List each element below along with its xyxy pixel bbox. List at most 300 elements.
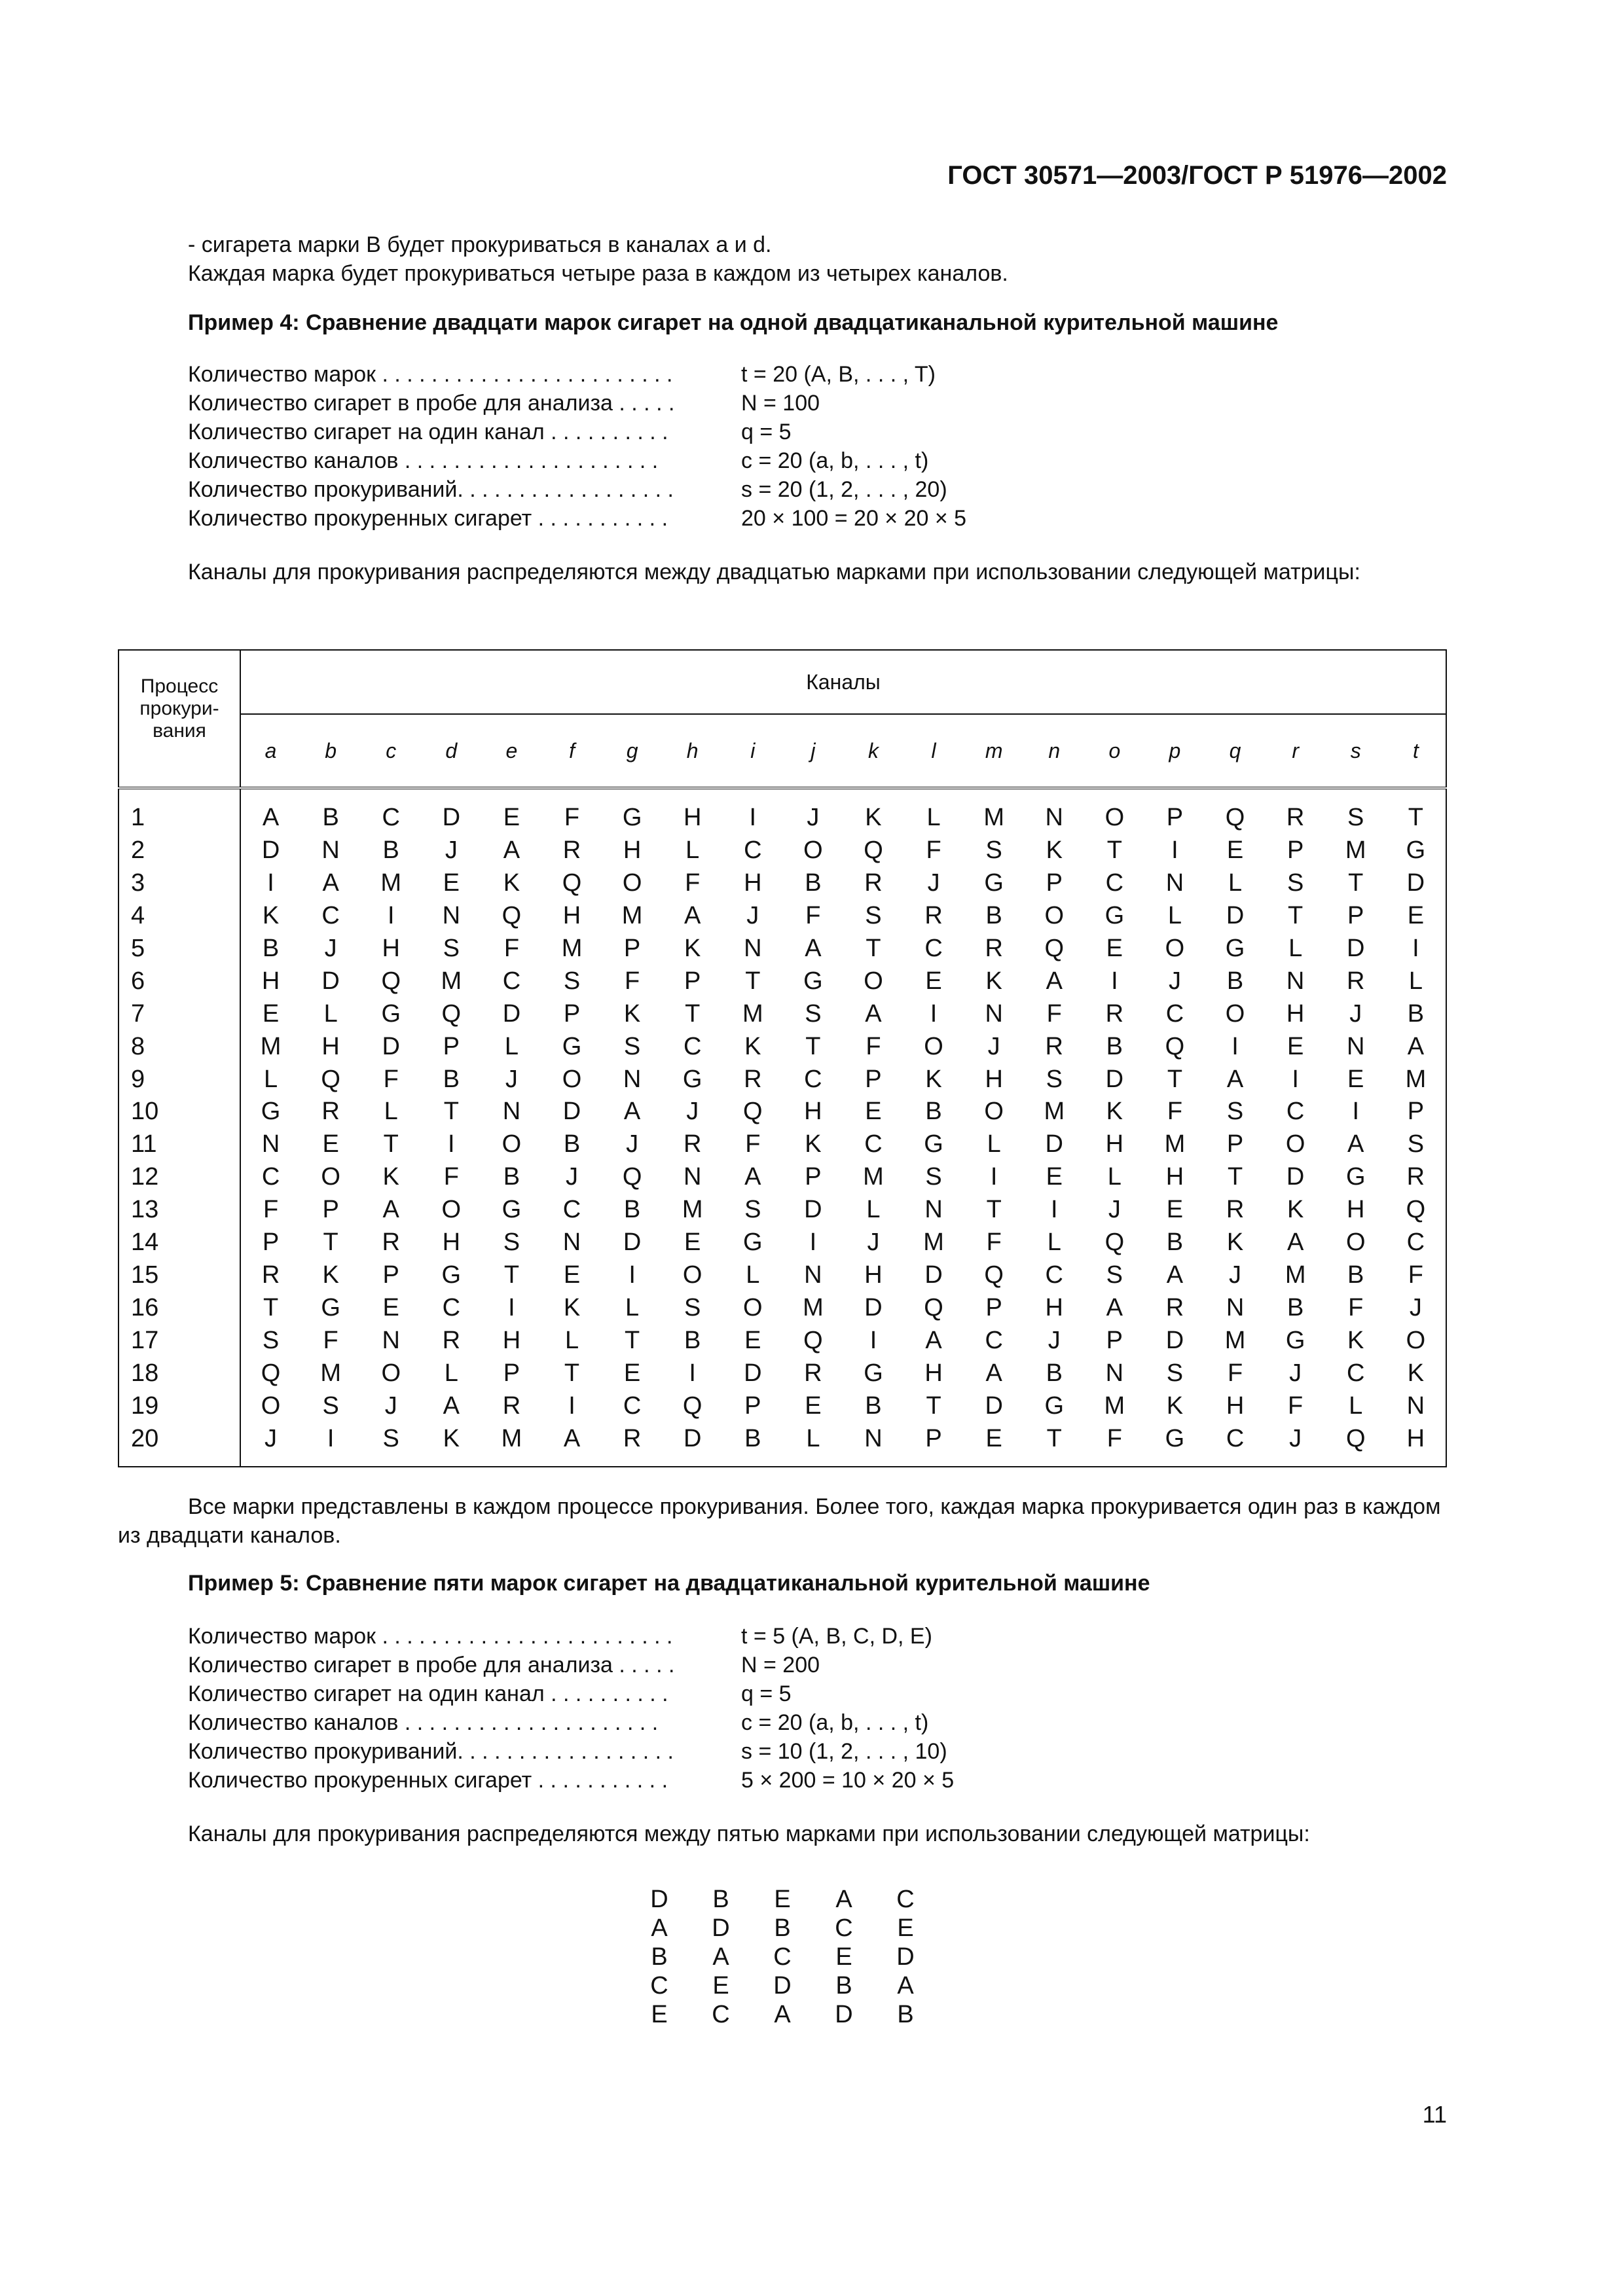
matrix-cell: N (261, 1130, 280, 1158)
channel-header-c: c (361, 714, 421, 788)
matrix-cell: P (623, 934, 641, 962)
matrix-cell: K (623, 999, 641, 1028)
matrix-cell: J (867, 1229, 880, 1257)
matrix-cell: Q (743, 1098, 763, 1126)
matrix-cell: M (621, 901, 643, 929)
matrix-cell: S (1226, 1098, 1244, 1126)
matrix-cell: B (1347, 1261, 1364, 1289)
matrix-cell: S (925, 1163, 942, 1191)
matrix-cell: D (1045, 1130, 1063, 1158)
matrix-cell: Q (1044, 934, 1065, 962)
matrix-cell: F (1167, 1098, 1183, 1126)
matrix-cell: E (964, 1422, 1024, 1467)
matrix-cell: G (562, 1032, 582, 1060)
matrix-cell: T (1386, 788, 1446, 834)
matrix-cell: Q (924, 1294, 943, 1322)
table-row (119, 1357, 1446, 1390)
row-number: 1 (119, 788, 240, 834)
matrix-cell: K (262, 901, 280, 929)
matrix-cell: F (625, 967, 640, 995)
small-matrix-cell: D (650, 1886, 668, 1913)
matrix-cell: A (985, 1359, 1002, 1387)
matrix-cell: L (1288, 934, 1303, 962)
intro-line-1: - сигарета марки В будет прокуриваться в каналах a и d. (188, 232, 772, 257)
table-row (119, 1390, 1446, 1422)
matrix-cell: C (1347, 1359, 1365, 1387)
matrix-cell: T (1227, 1163, 1243, 1191)
matrix-cell: M (320, 1359, 341, 1387)
matrix-cell: I (809, 1229, 817, 1257)
matrix-cell: T (263, 1294, 279, 1322)
channel-header-a: a (240, 714, 301, 788)
matrix-cell: C (985, 1327, 1003, 1354)
matrix-cell: P (684, 967, 701, 995)
row-number: 13 (119, 1194, 240, 1227)
matrix-cell: S (623, 1032, 641, 1060)
channel-header-p: p (1144, 714, 1205, 788)
channel-header-m: m (964, 714, 1024, 788)
matrix-cell: K (421, 1422, 481, 1467)
channel-header-l: l (903, 714, 964, 788)
matrix-cell: F (685, 869, 701, 897)
document-header: ГОСТ 30571—2003/ГОСТ Р 51976—2002 (947, 161, 1447, 190)
matrix-cell: J (1168, 967, 1181, 995)
matrix-cell: S (361, 1422, 421, 1467)
matrix-cell: D (744, 1359, 762, 1387)
matrix-cell: F (926, 836, 941, 864)
matrix-cell: A (262, 803, 280, 831)
matrix-cell: K (1386, 1357, 1446, 1390)
matrix-cell: J (987, 1032, 1000, 1060)
matrix-cell: F (323, 1327, 338, 1354)
matrix-cell: R (602, 1422, 663, 1467)
matrix-cell: T (685, 999, 701, 1028)
param-row (188, 446, 966, 475)
matrix-cell: F (1288, 1391, 1304, 1420)
matrix-cell: E (322, 1130, 339, 1158)
param-row (188, 389, 966, 418)
matrix-cell: L (384, 1098, 398, 1126)
matrix-cell: R (744, 1065, 762, 1093)
matrix-cell: I (508, 1294, 515, 1322)
matrix-cell: M (380, 869, 402, 897)
matrix-cell: K (1347, 1327, 1364, 1354)
matrix-cell: B (925, 1098, 942, 1126)
row-number: 16 (119, 1292, 240, 1325)
matrix-cell: D (924, 1261, 943, 1289)
matrix-cell: B (684, 1327, 701, 1354)
matrix-cell: K (1286, 1196, 1304, 1224)
matrix-cell: O (381, 1359, 401, 1387)
matrix-cell: E (1386, 899, 1446, 932)
matrix-cell: F (986, 1229, 1002, 1257)
matrix-cell: I (1231, 1032, 1239, 1060)
matrix-cell: K (865, 803, 882, 831)
matrix-cell: S (805, 999, 822, 1028)
matrix-cell: D (502, 999, 521, 1028)
matrix-cell: B (563, 1130, 581, 1158)
matrix-cell: B (985, 901, 1002, 929)
small-matrix-cell: A (651, 1914, 668, 1942)
matrix-cell: C (924, 934, 943, 962)
matrix-cell: M (1104, 1391, 1125, 1420)
matrix-cell: O (441, 1196, 462, 1224)
matrix-cell: R (1347, 967, 1365, 995)
matrix-cell: N (562, 1229, 581, 1257)
matrix-cell: O (743, 1294, 763, 1322)
matrix-cell: G (803, 967, 823, 995)
matrix-cell: B (1046, 1359, 1063, 1387)
matrix-cell: B (382, 836, 399, 864)
matrix-cell: H (744, 869, 762, 897)
matrix-cell: J (1048, 1327, 1061, 1354)
matrix-cell: G (441, 1261, 462, 1289)
matrix-cell: L (685, 836, 700, 864)
matrix-cell: O (1285, 1130, 1305, 1158)
matrix-cell: H (924, 1359, 943, 1387)
matrix-cell: P (1166, 803, 1184, 831)
matrix-cell: F (1227, 1359, 1243, 1387)
example4-matrix-table (118, 649, 1447, 1467)
small-matrix-cell: A (897, 1972, 914, 2000)
matrix-cell: I (568, 1391, 575, 1420)
matrix-cell: K (805, 1130, 822, 1158)
matrix-cell: R (804, 1359, 822, 1387)
matrix-cell: Q (682, 1391, 702, 1420)
matrix-cell: D (442, 803, 461, 831)
matrix-cell: H (1386, 1422, 1446, 1467)
channel-header-f: f (541, 714, 602, 788)
table-row (119, 834, 1446, 867)
small-matrix-cell: B (897, 2001, 914, 2028)
param-row (188, 1766, 954, 1795)
param-label: Количество прокуриваний. . . . . . . . . . . . . . . . . . (188, 477, 674, 502)
matrix-cell: K (503, 869, 520, 897)
matrix-cell: J (927, 869, 940, 897)
matrix-cell: G (1386, 834, 1446, 867)
matrix-cell: L (504, 1032, 519, 1060)
matrix-cell: Q (501, 901, 522, 929)
table-row (119, 788, 1446, 834)
matrix-cell: S (985, 836, 1002, 864)
matrix-cell: B (865, 1391, 882, 1420)
matrix-cell: M (1044, 1098, 1065, 1126)
matrix-cell: D (1226, 901, 1245, 929)
matrix-cell: L (444, 1359, 458, 1387)
matrix-cell: O (261, 1391, 281, 1420)
matrix-cell: H (985, 1065, 1003, 1093)
table-row (119, 965, 1446, 997)
matrix-cell: E (805, 1391, 822, 1420)
small-matrix-cell: E (897, 1914, 914, 1942)
matrix-cell: Q (1386, 1194, 1446, 1227)
matrix-cell: I (869, 1327, 877, 1354)
matrix-cell: A (623, 1098, 641, 1126)
matrix-cell: H (1165, 1163, 1184, 1191)
matrix-cell: Q (261, 1359, 281, 1387)
row-number: 19 (119, 1390, 240, 1422)
matrix-cell: F (383, 1065, 399, 1093)
matrix-cell: R (985, 934, 1003, 962)
matrix-cell: H (1286, 999, 1305, 1028)
matrix-cell: O (321, 1163, 340, 1191)
matrix-cell: Q (984, 1261, 1004, 1289)
matrix-cell: C (1286, 1098, 1305, 1126)
matrix-cell: J (384, 1391, 397, 1420)
matrix-cell: T (1167, 1065, 1183, 1093)
matrix-cell: Q (381, 967, 401, 995)
matrix-cell: A (925, 1327, 942, 1354)
row-number: 3 (119, 867, 240, 899)
param-value: s = 10 (1, 2, . . . , 10) (741, 1739, 947, 1764)
matrix-cell: R (321, 1098, 340, 1126)
matrix-cell: M (1224, 1327, 1246, 1354)
matrix-cell: I (387, 901, 395, 929)
row-number: 11 (119, 1128, 240, 1161)
matrix-cell: E (1046, 1163, 1063, 1191)
matrix-cell: T (866, 934, 881, 962)
channel-header-s: s (1326, 714, 1386, 788)
small-matrix-cell: C (835, 1914, 853, 1942)
matrix-cell: A (1166, 1261, 1184, 1289)
small-matrix-body (629, 1885, 936, 2029)
matrix-cell: T (745, 967, 761, 995)
matrix-cell: A (1046, 967, 1063, 995)
matrix-cell: G (622, 803, 642, 831)
matrix-cell: T (503, 1261, 520, 1289)
matrix-cell: H (1226, 1391, 1245, 1420)
matrix-cell: Q (321, 1065, 340, 1093)
small-matrix-cell: E (651, 2001, 668, 2028)
matrix-cell: R (1386, 1161, 1446, 1194)
matrix-cell: M (1345, 836, 1366, 864)
matrix-cell: F (745, 1130, 761, 1158)
small-matrix-cell: D (835, 2001, 853, 2028)
matrix-cell: E (925, 967, 942, 995)
matrix-cell: H (261, 967, 280, 995)
matrix-cell: N (1347, 1032, 1365, 1060)
matrix-cell: R (864, 869, 883, 897)
matrix-cell: F (1348, 1294, 1364, 1322)
param-label: Количество сигарет на один канал . . . . . . . . . . (188, 420, 668, 444)
matrix-cell: D (382, 1032, 400, 1060)
param-value: 20 × 100 = 20 × 20 × 5 (741, 506, 967, 531)
matrix-cell: C (683, 1032, 702, 1060)
matrix-cell: O (984, 1098, 1004, 1126)
matrix-cell: G (864, 1359, 883, 1387)
matrix-cell: B (805, 869, 822, 897)
matrix-cell: L (1349, 1391, 1363, 1420)
matrix-cell: L (323, 999, 338, 1028)
matrix-cell: O (924, 1032, 943, 1060)
matrix-cell: S (262, 1327, 280, 1354)
small-matrix-cell: B (774, 1914, 791, 1942)
matrix-cell: A (684, 901, 701, 929)
matrix-cell: N (1226, 1294, 1245, 1322)
matrix-cell: R (502, 1391, 521, 1420)
small-matrix-cell: E (835, 1943, 852, 1971)
channel-header-e: e (481, 714, 541, 788)
param-label: Количество сигарет в пробе для анализа . . . . . (188, 391, 675, 416)
matrix-cell: D (663, 1422, 723, 1467)
matrix-cell: I (749, 803, 757, 831)
channel-header-q: q (1205, 714, 1266, 788)
matrix-cell: O (1386, 1325, 1446, 1357)
small-matrix-cell: B (835, 1972, 852, 2000)
small-matrix-cell: C (773, 1943, 792, 1971)
matrix-cell: G (1345, 1163, 1366, 1191)
matrix-cell: A (1106, 1294, 1123, 1322)
matrix-cell: L (564, 1327, 579, 1354)
matrix-cell: Q (1104, 1229, 1125, 1257)
matrix-cell: M (923, 1229, 944, 1257)
matrix-cell: S (684, 1294, 701, 1322)
row-number: 12 (119, 1161, 240, 1194)
matrix-cell: A (443, 1391, 460, 1420)
matrix-cell: T (1106, 836, 1122, 864)
matrix-cell: S (1046, 1065, 1063, 1093)
matrix-cell: E (382, 1294, 399, 1322)
matrix-cell: O (1104, 803, 1125, 831)
matrix-cell: P (1226, 1130, 1244, 1158)
matrix-cell: J (324, 934, 337, 962)
matrix-cell: C (261, 1163, 280, 1191)
matrix-cell: J (1229, 1261, 1242, 1289)
matrix-cell: M (863, 1163, 884, 1191)
matrix-cell: D (1165, 1327, 1184, 1354)
matrix-cell: A (744, 1163, 761, 1191)
matrix-cell: E (443, 869, 460, 897)
matrix-cell: N (683, 1163, 702, 1191)
matrix-cell: H (1045, 1294, 1063, 1322)
param-value: N = 200 (741, 1653, 820, 1677)
small-matrix-cell: D (712, 1914, 730, 1942)
row-number: 7 (119, 997, 240, 1030)
matrix-cell: P (1347, 901, 1364, 929)
matrix-cell: I (629, 1261, 636, 1289)
param-value: c = 20 (a, b, . . . , t) (741, 1710, 929, 1735)
param-label: Количество прокуриваний. . . . . . . . . . . . . . . . . . (188, 1739, 674, 1764)
matrix-cell: F (263, 1196, 279, 1224)
table-row (119, 867, 1446, 899)
matrix-cell: K (1106, 1098, 1123, 1126)
matrix-cell: D (1347, 934, 1365, 962)
param-value: 5 × 200 = 10 × 20 × 5 (741, 1768, 955, 1793)
matrix-cell: N (843, 1422, 903, 1467)
param-value: t = 5 (A, B, C, D, E) (741, 1624, 932, 1649)
matrix-cell: N (1286, 967, 1305, 995)
small-matrix-cell: C (896, 1886, 915, 1913)
param-row (188, 475, 966, 504)
matrix-cell: E (503, 803, 520, 831)
matrix-cell: P (903, 1422, 964, 1467)
matrix-cell: C (1205, 1422, 1266, 1467)
matrix-cell: J (746, 901, 759, 929)
matrix-cell: I (1352, 1098, 1360, 1126)
param-label: Количество марок . . . . . . . . . . . . . . . . . . . . . . . . (188, 362, 673, 387)
matrix-cell: I (930, 999, 938, 1028)
param-row (188, 418, 966, 446)
matrix-cell: J (1108, 1196, 1121, 1224)
page-number: 11 (1422, 2101, 1447, 2128)
matrix-cell: S (744, 1196, 761, 1224)
matrix-cell: P (322, 1196, 339, 1224)
channel-header-d: d (421, 714, 481, 788)
param-row (188, 1679, 954, 1708)
matrix-cell: O (803, 836, 823, 864)
matrix-cell: N (442, 901, 461, 929)
example5-matrix-intro: Каналы для прокуривания распределяются между пятью марками при использовании следующей матрицы: (188, 1821, 1310, 1846)
param-row (188, 504, 966, 533)
matrix-cell: K (1166, 1391, 1184, 1420)
matrix-cell: G (743, 1229, 763, 1257)
matrix-cell: I (990, 1163, 998, 1191)
matrix-cell: C (1165, 999, 1184, 1028)
matrix-cell: D (562, 1098, 581, 1126)
matrix-cell: D (261, 836, 280, 864)
matrix-cell: Q (562, 869, 582, 897)
row-number: 2 (119, 834, 240, 867)
small-matrix-row (629, 2000, 936, 2029)
matrix-cell: G (1144, 1422, 1205, 1467)
table-row (119, 1128, 1446, 1161)
matrix-cell: D (985, 1391, 1003, 1420)
matrix-cell: C (744, 836, 762, 864)
matrix-cell: R (683, 1130, 702, 1158)
param-row (188, 1622, 954, 1651)
param-value: s = 20 (1, 2, . . . , 20) (741, 477, 947, 502)
matrix-body (119, 788, 1446, 1467)
matrix-cell: C (562, 1196, 581, 1224)
matrix-cell: O (864, 967, 883, 995)
matrix-cell: F (805, 901, 821, 929)
row-number: 17 (119, 1325, 240, 1357)
matrix-cell: M (1285, 1261, 1306, 1289)
matrix-cell: T (805, 1032, 821, 1060)
matrix-cell: I (1292, 1065, 1299, 1093)
matrix-cell: E (563, 1261, 581, 1289)
matrix-cell: O (682, 1261, 702, 1289)
matrix-cell: E (1106, 934, 1123, 962)
matrix-cell: H (502, 1327, 521, 1354)
matrix-cell: L (1228, 869, 1243, 897)
matrix-cell: G (501, 1196, 522, 1224)
matrix-cell: B (322, 803, 339, 831)
matrix-cell: H (804, 1098, 822, 1126)
matrix-cell: T (564, 1359, 580, 1387)
matrix-cell: D (321, 967, 340, 995)
matrix-cell: S (443, 934, 460, 962)
matrix-cell: R (442, 1327, 461, 1354)
matrix-cell: M (803, 1294, 824, 1322)
matrix-cell: L (987, 1130, 1001, 1158)
matrix-cell: T (1288, 901, 1304, 929)
matrix-cell: K (382, 1163, 399, 1191)
matrix-cell: N (924, 1196, 943, 1224)
matrix-cell: A (322, 869, 339, 897)
matrix-cell: H (1105, 1130, 1124, 1158)
small-matrix-row (629, 1914, 936, 1943)
matrix-cell: Q (1225, 803, 1245, 831)
matrix-cell: M (983, 803, 1004, 831)
table-row (119, 997, 1446, 1030)
matrix-cell: J (807, 803, 820, 831)
small-matrix-cell: A (774, 2001, 791, 2028)
matrix-cell: Q (803, 1327, 823, 1354)
matrix-cell: G (682, 1065, 702, 1093)
matrix-cell: B (1166, 1229, 1184, 1257)
small-matrix-cell: D (773, 1972, 792, 2000)
